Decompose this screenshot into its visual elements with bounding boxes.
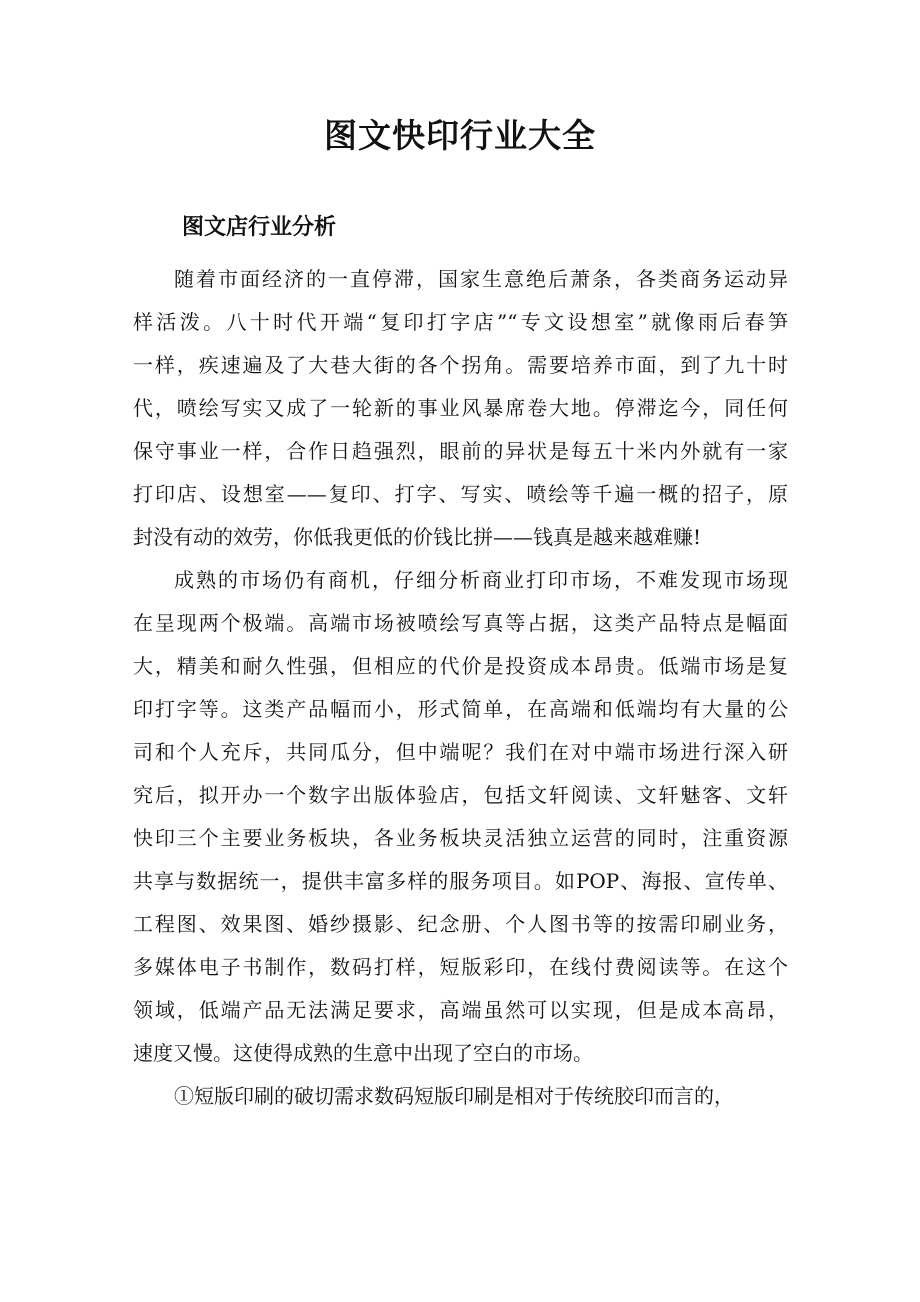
text-line: 工程图、效果图、婚纱摄影、纪念册、个人图书等的按需印刷业务， — [133, 912, 788, 936]
page-title: 图文快印行业大全 — [324, 116, 596, 155]
text-line: 代，喷绘写实又成了一轮新的事业风暴席卷大地。停滞迄今，同任何 — [133, 396, 788, 420]
text-line: 封没有动的效劳，你低我更低的价钱比拼——钱真是越来越难赚! — [133, 525, 702, 549]
text-line: 印打字等。这类产品幅而小，形式简单，在高端和低端均有大量的公 — [133, 697, 788, 721]
text-line: 究后，拟开办一个数字出版体验店，包括文轩阅读、文轩魅客、文轩 — [133, 783, 788, 807]
text-line: 共享与数据统一，提供丰富多样的服务项目。如POP、海报、宣传单、 — [133, 869, 788, 893]
text-line: 成熟的市场仍有商机，仔细分析商业打印市场，不难发现市场现 — [174, 568, 788, 592]
text-line: 多媒体电子书制作，数码打样，短版彩印，在线付费阅读等。在这个 — [133, 955, 788, 979]
body-text — [133, 258, 788, 1118]
text-line: 大，精美和耐久性强，但相应的代价是投资成本昂贵。低端市场是复 — [133, 654, 788, 678]
text-line: 领域，低端产品无法满足要求，高端虽然可以实现，但是成本高昂， — [133, 998, 788, 1022]
text-line: 保守事业一样，合作日趋强烈，眼前的异状是每五十米内外就有一家 — [133, 439, 788, 463]
text-line: 速度又慢。这使得成熟的生意中出现了空白的市场。 — [133, 1041, 593, 1065]
text-line: 司和个人充斥，共同瓜分，但中端呢？我们在对中端市场进行深入研 — [133, 740, 788, 764]
text-line: 样活泼。八十时代开端“复印打字店”“专文设想室”就像雨后春笋 — [133, 310, 788, 334]
text-line: 一样，疾速遍及了大巷大街的各个拐角。需要培养市面，到了九十时 — [133, 353, 788, 377]
text-line: 在呈现两个极端。高端市场被喷绘写真等占据，这类产品特点是幅面 — [133, 611, 788, 635]
text-line: 打印店、设想室——复印、打字、写实、喷绘等千遍一概的招子，原 — [133, 482, 788, 506]
section-heading: 图文店行业分析 — [182, 215, 337, 240]
text-line: ①短版印刷的破切需求数码短版印刷是相对于传统胶印而言的， — [174, 1084, 734, 1108]
text-line: 随着市面经济的一直停滞，国家生意绝后萧条，各类商务运动异 — [174, 267, 788, 291]
text-line: 快印三个主要业务板块，各业务板块灵活独立运营的同时，注重资源 — [133, 826, 788, 850]
